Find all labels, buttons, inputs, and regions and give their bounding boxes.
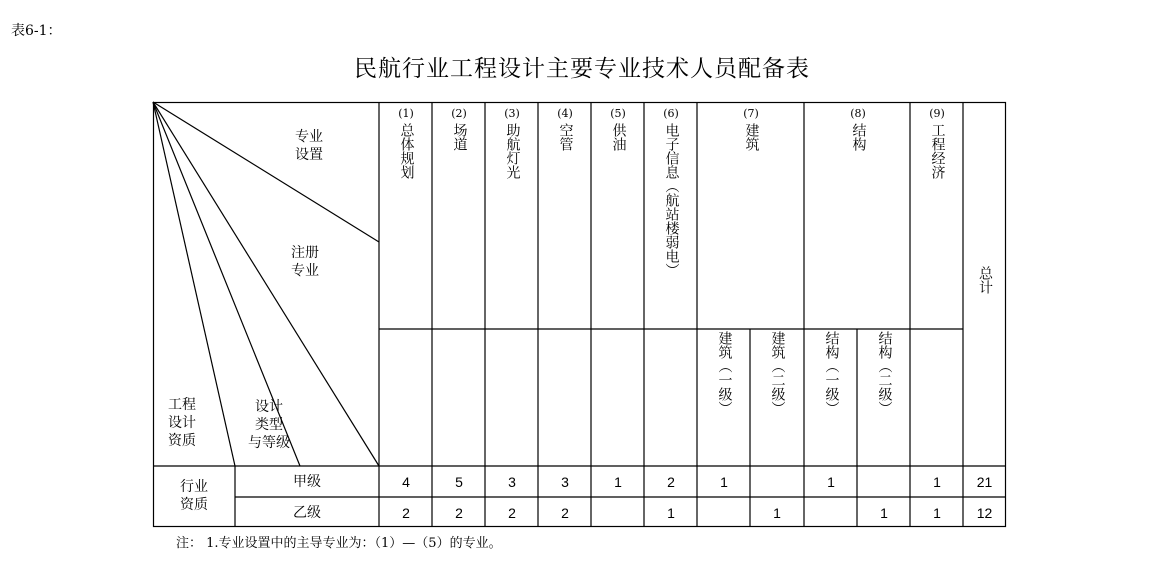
cell-b-1: 2: [402, 505, 410, 521]
cell-a-4: 3: [561, 474, 569, 490]
cell-a-5: 1: [614, 474, 622, 490]
cell-b-9: 1: [933, 505, 941, 521]
col-head-4: (4) 空管: [557, 107, 574, 151]
cell-a-9: 1: [933, 474, 941, 490]
sub-head-arch-2: 建筑（二级）: [769, 331, 786, 415]
col-head-1: (1) 总体规划: [398, 107, 415, 179]
page-title: 民航行业工程设计主要专业技术人员配备表: [354, 56, 810, 82]
col-head-6: (6) 电子信息（航站楼弱电）: [663, 107, 680, 277]
row-grade-a: 甲级: [293, 474, 321, 490]
cell-b-total: 12: [976, 505, 993, 521]
cell-b-4: 2: [561, 505, 569, 521]
cell-a-1: 4: [402, 474, 410, 490]
col-head-2: (2) 场道: [451, 107, 468, 151]
row-group-label: 行业 资质: [180, 479, 208, 513]
cell-a-2: 5: [455, 474, 463, 490]
cell-b-8b: 1: [880, 505, 888, 521]
cell-b-2: 2: [455, 505, 463, 521]
cell-b-7b: 1: [773, 505, 781, 521]
table-border: [154, 103, 1006, 527]
cell-a-7a: 1: [720, 474, 728, 490]
sub-head-struct-2: 结构（二级）: [876, 331, 893, 415]
cell-b-3: 2: [508, 505, 516, 521]
col-head-9: (9) 工程经济: [929, 107, 946, 179]
corner-major-setting: 专业 设置: [295, 129, 323, 163]
sub-head-struct-1: 结构（一级）: [823, 331, 840, 415]
table-label: 表6-1：: [11, 23, 62, 39]
cell-b-6: 1: [667, 505, 675, 521]
row-grade-b: 乙级: [293, 505, 321, 521]
col-head-3: (3) 助航灯光: [504, 107, 521, 179]
corner-design-type: 设计 类型 与等级: [248, 399, 290, 451]
col-head-8: (8) 结构: [850, 107, 867, 151]
cell-a-3: 3: [508, 474, 516, 490]
col-head-7: (7) 建筑: [743, 107, 760, 151]
sub-head-arch-1: 建筑（一级）: [716, 331, 733, 415]
cell-a-6: 2: [667, 474, 675, 490]
col-head-5: (5) 供油: [610, 107, 627, 151]
cell-a-8a: 1: [827, 474, 835, 490]
corner-registered-major: 注册 专业: [291, 245, 319, 279]
col-head-total: 总计: [977, 266, 993, 294]
cell-a-total: 21: [976, 474, 993, 490]
table-note: 注： 1.专业设置中的主导专业为：（1）—（5）的专业。: [176, 536, 502, 551]
corner-qualification: 工程 设计 资质: [168, 397, 196, 449]
